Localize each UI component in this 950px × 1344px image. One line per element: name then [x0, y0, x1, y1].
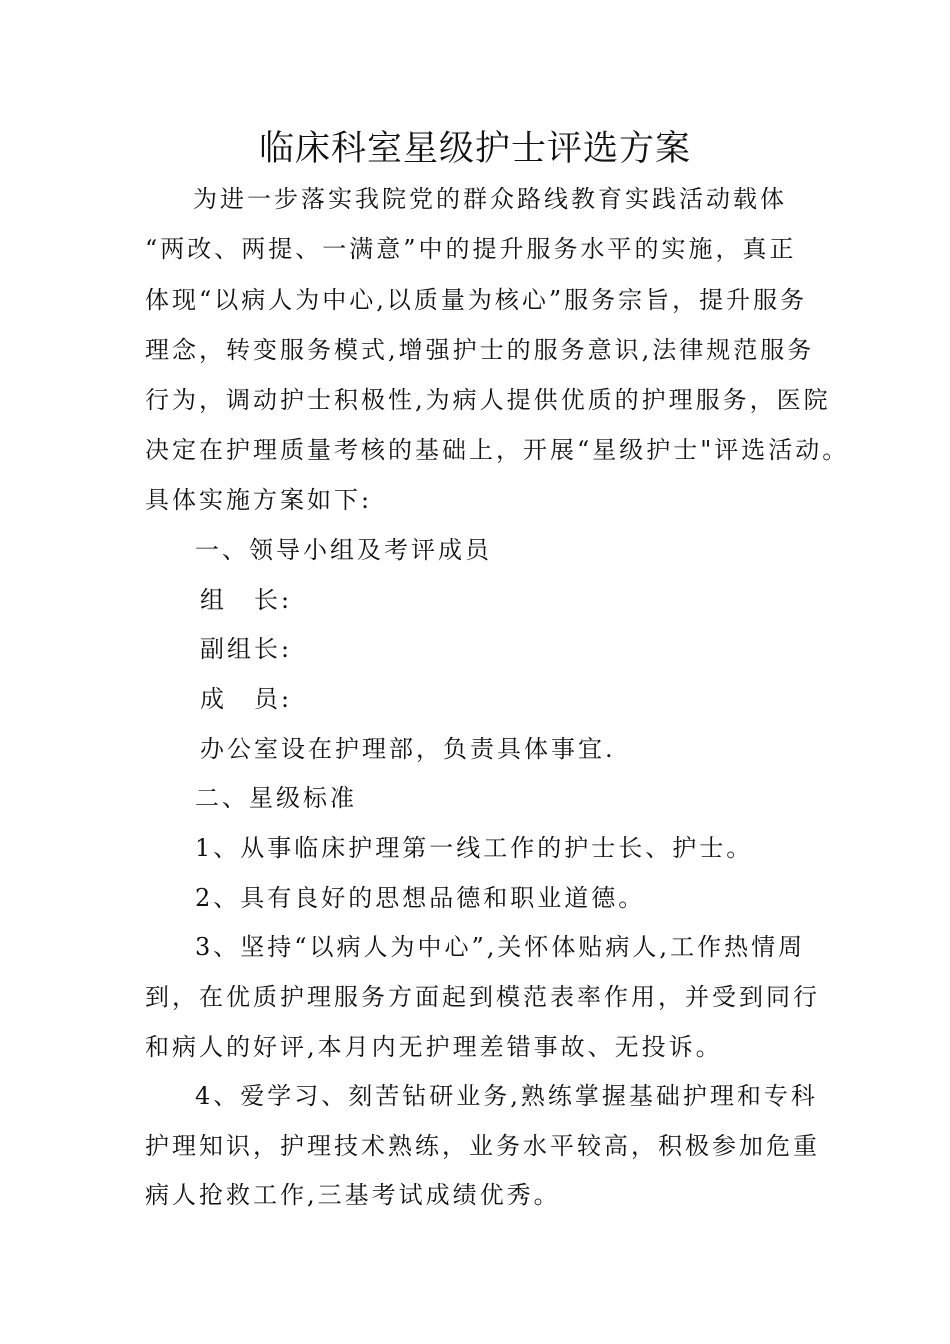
intro-line-7: 具体实施方案如下: — [145, 486, 373, 514]
intro-line-5: 行为，调动护士积极性,为病人提供优质的护理服务，医院 — [145, 386, 831, 414]
intro-line-1: 为进一步落实我院党的群众路线教育实践活动载体 — [193, 185, 787, 213]
section-heading-2: 二、星级标准 — [195, 784, 357, 812]
criterion-3-line-1: 3、坚持“以病人为中心”,关怀体贴病人,工作热情周 — [195, 933, 806, 961]
criterion-3-line-3: 和病人的好评,本月内无护理差错事故、无投诉。 — [145, 1033, 723, 1061]
intro-line-3: 体现“以病人为中心,以质量为核心”服务宗旨，提升服务 — [145, 286, 808, 314]
intro-line-4: 理念，转变服务模式,增强护士的服务意识,法律规范服务 — [145, 336, 815, 364]
member-deputy-leader: 副组长: — [200, 635, 293, 663]
criterion-2: 2、具有良好的思想品德和职业道德。 — [195, 884, 646, 912]
member-leader: 组 长: — [200, 586, 293, 614]
criterion-1: 1、从事临床护理第一线工作的护士长、护士。 — [195, 834, 754, 862]
member-members: 成 员: — [200, 685, 293, 713]
criterion-3-line-2: 到，在优质护理服务方面起到模范表率作用，并受到同行 — [145, 983, 820, 1011]
document-title: 临床科室星级护士评选方案 — [258, 129, 691, 169]
section-heading-1: 一、领导小组及考评成员 — [195, 536, 492, 564]
intro-line-6: 决定在护理质量考核的基础上，开展“星级护士"评选活动。 — [145, 436, 850, 464]
office-note: 办公室设在护理部，负责具体事宜. — [200, 735, 616, 763]
criterion-4-line-3: 病人抢救工作,三基考试成绩优秀。 — [145, 1181, 561, 1209]
criterion-4-line-2: 护理知识，护理技术熟练，业务水平较高，积极参加危重 — [145, 1132, 820, 1160]
criterion-4-line-1: 4、爱学习、刻苦钻研业务,熟练掌握基础护理和专科 — [195, 1082, 818, 1110]
intro-line-2: “两改、两提、一满意”中的提升服务水平的实施，真正 — [145, 235, 797, 263]
